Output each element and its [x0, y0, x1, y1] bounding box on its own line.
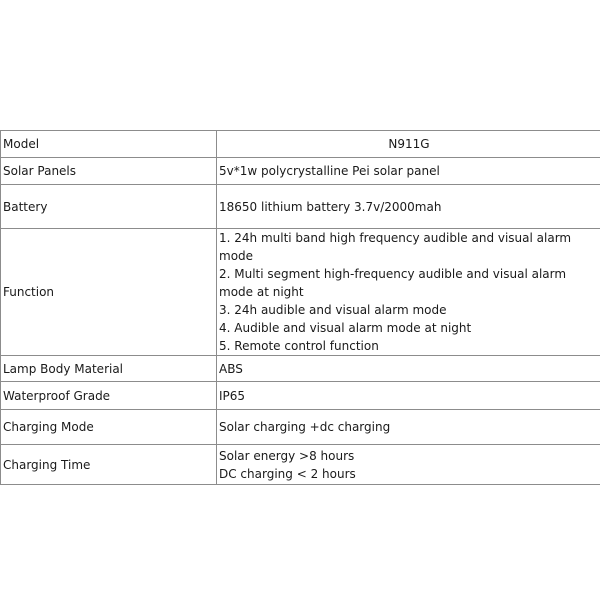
row-label: Charging Mode	[1, 410, 217, 445]
value-line: 3. 24h audible and visual alarm mode	[219, 303, 447, 317]
row-label: Battery	[1, 185, 217, 229]
row-value	[217, 356, 600, 382]
row-label: Function	[1, 229, 217, 356]
table-row	[1, 229, 600, 356]
value-line: DC charging < 2 hours	[219, 466, 356, 481]
row-value	[217, 410, 600, 445]
value-line: 5. Remote control function	[219, 339, 379, 353]
table-row	[1, 185, 600, 229]
row-label: Solar Panels	[1, 158, 217, 185]
spec-table	[0, 130, 600, 485]
value-line: ABS	[219, 361, 243, 376]
row-value	[217, 229, 600, 356]
row-label: Model	[1, 131, 217, 158]
row-label: Waterproof Grade	[1, 382, 217, 410]
table-row	[1, 382, 600, 410]
row-value	[217, 131, 600, 158]
table-row	[1, 410, 600, 445]
table-row	[1, 131, 600, 158]
value-line: Solar energy >8 hours	[219, 448, 355, 463]
row-label: Lamp Body Material	[1, 356, 217, 382]
row-value	[217, 382, 600, 410]
row-value	[217, 445, 600, 485]
row-label: Charging Time	[1, 445, 217, 485]
value-line: 1. 24h multi band high frequency audible and visual alarm mode	[219, 231, 572, 263]
value-line: N911G	[388, 137, 430, 151]
table-row	[1, 356, 600, 382]
value-line: 2. Multi segment high-frequency audible and visual alarm mode at night	[219, 267, 567, 299]
value-line: 5v*1w polycrystalline Pei solar panel	[219, 164, 440, 178]
value-line: IP65	[219, 388, 246, 403]
row-value	[217, 158, 600, 185]
table-row	[1, 445, 600, 485]
value-line: 18650 lithium battery 3.7v/2000mah	[219, 199, 442, 214]
value-line: Solar charging +dc charging	[219, 420, 391, 434]
table-row	[1, 158, 600, 185]
row-value	[217, 185, 600, 229]
value-line: 4. Audible and visual alarm mode at night	[219, 321, 472, 335]
